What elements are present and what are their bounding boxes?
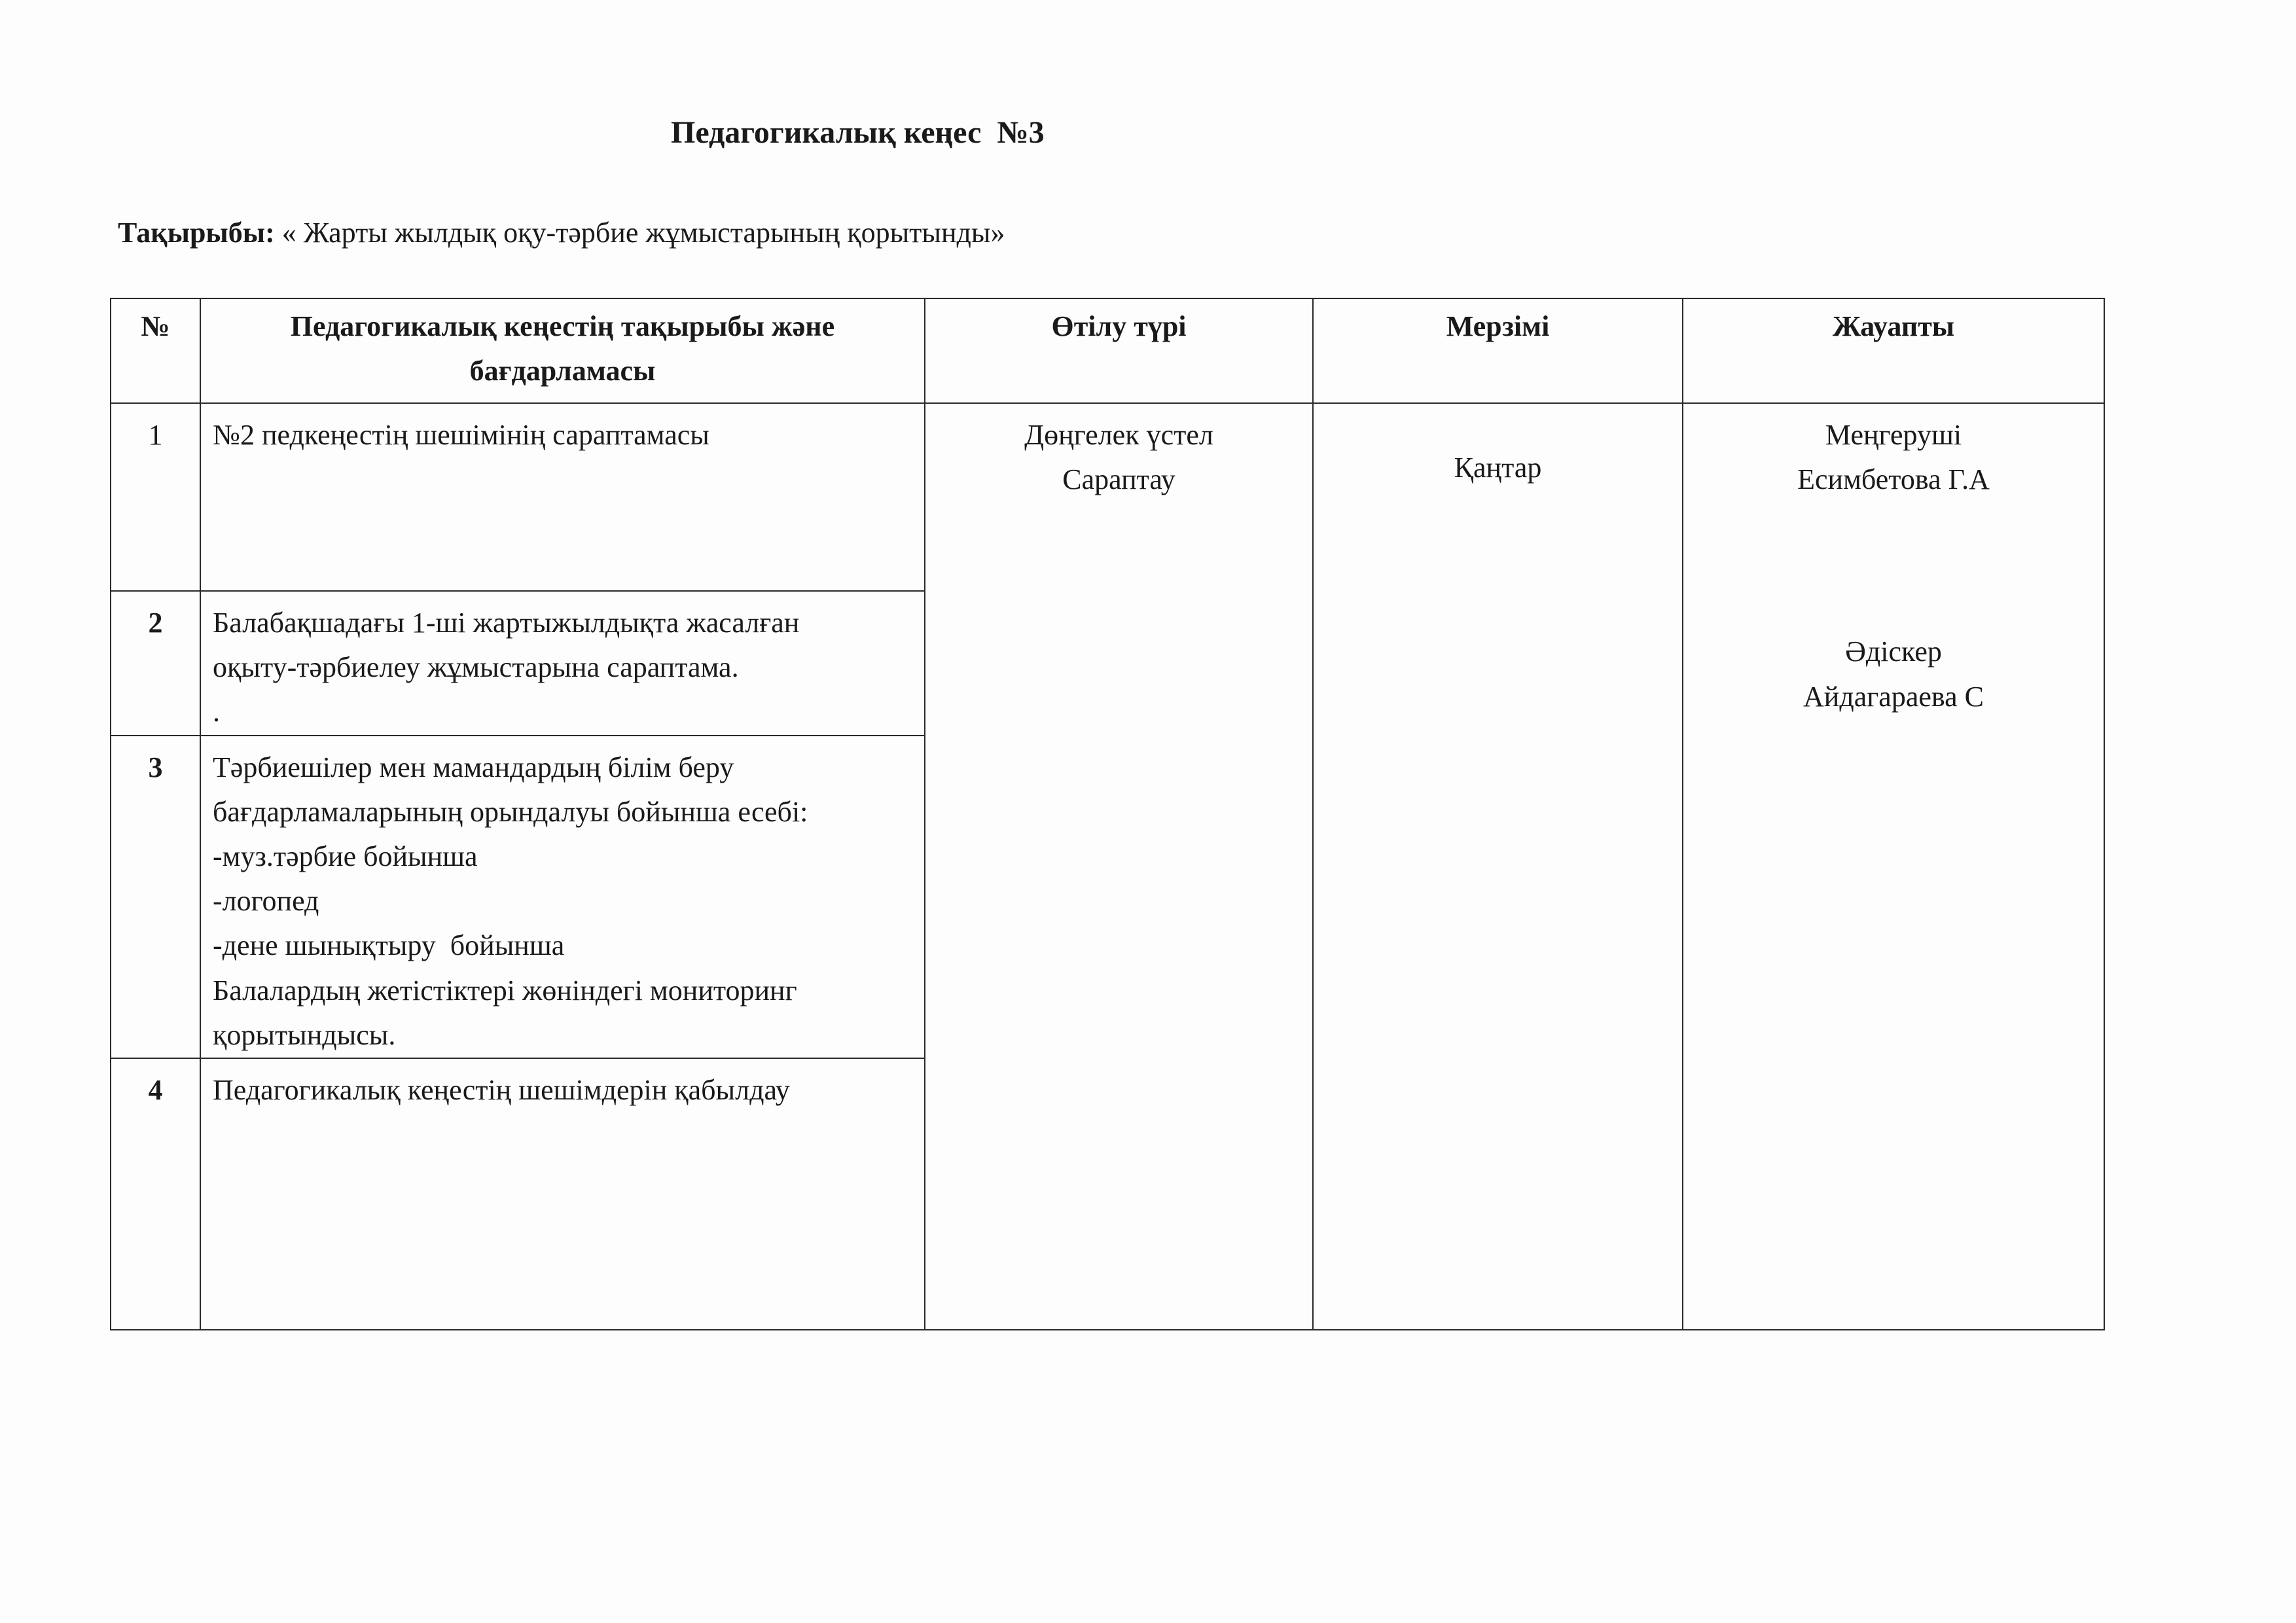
header-date: Мерзімі xyxy=(1313,298,1683,403)
date-value: Қаңтар xyxy=(1454,452,1542,484)
row-topic xyxy=(200,1058,925,1330)
topic-line: -дене шынықтыру бойынша xyxy=(213,929,565,962)
subject-line xyxy=(118,216,1005,249)
row-topic xyxy=(200,591,925,736)
row-number: 3 xyxy=(111,736,200,1058)
date-cell xyxy=(1313,403,1683,1330)
topic-line: Педагогикалық кеңестің шешімдерін қабылдау xyxy=(213,1073,790,1106)
council-plan-table xyxy=(110,298,2105,1330)
form-line: Дөңгелек үстел xyxy=(1024,419,1213,451)
row-topic xyxy=(200,403,925,591)
page-title: Педагогикалық кеңес №3 xyxy=(671,115,1045,150)
row-topic xyxy=(200,736,925,1058)
row-number: 2 xyxy=(111,591,200,736)
subject-label: Тақырыбы: xyxy=(118,217,275,249)
topic-line: №2 педкеңестің шешімінің сараптамасы xyxy=(213,419,709,451)
topic-line: қорытындысы. xyxy=(213,1018,396,1051)
table-header-row xyxy=(111,298,2104,403)
topic-line: Тәрбиешілер мен мамандардың білім беру xyxy=(213,751,734,783)
header-form: Өтілу түрі xyxy=(925,298,1313,403)
topic-line: оқыту-тәрбиелеу жұмыстарына сараптама. xyxy=(213,651,739,684)
topic-line: -логопед xyxy=(213,885,319,918)
topic-line: . xyxy=(213,696,220,728)
form-line: Сараптау xyxy=(1062,463,1175,496)
header-topic: Педагогикалық кеңестің тақырыбы және бағдарламасы xyxy=(200,298,925,403)
row-number: 1 xyxy=(111,403,200,591)
topic-line: бағдарламаларының орындалуы бойынша есебі: xyxy=(213,795,808,828)
header-responsible: Жауапты xyxy=(1683,298,2104,403)
table-row xyxy=(111,403,2104,591)
topic-line: Балалардың жетістіктері жөніндегі мониторинг xyxy=(213,974,797,1007)
row-number: 4 xyxy=(111,1058,200,1330)
responsible-role: Меңгеруші xyxy=(1825,419,1962,451)
topic-line: -муз.тәрбие бойынша xyxy=(213,840,478,872)
header-num: № xyxy=(111,298,200,403)
topic-line: Балабақшадағы 1-ші жартыжылдықта жасалған xyxy=(213,607,800,639)
responsible-cell xyxy=(1683,403,2104,1330)
form-cell xyxy=(925,403,1313,1330)
subject-text: « Жарты жылдық оқу-тәрбие жұмыстарының қорытынды» xyxy=(274,217,1005,249)
responsible-role: Әдіскер xyxy=(1845,635,1942,668)
responsible-name: Есимбетова Г.А xyxy=(1797,463,1990,496)
responsible-name: Айдагараева С xyxy=(1803,680,1984,713)
